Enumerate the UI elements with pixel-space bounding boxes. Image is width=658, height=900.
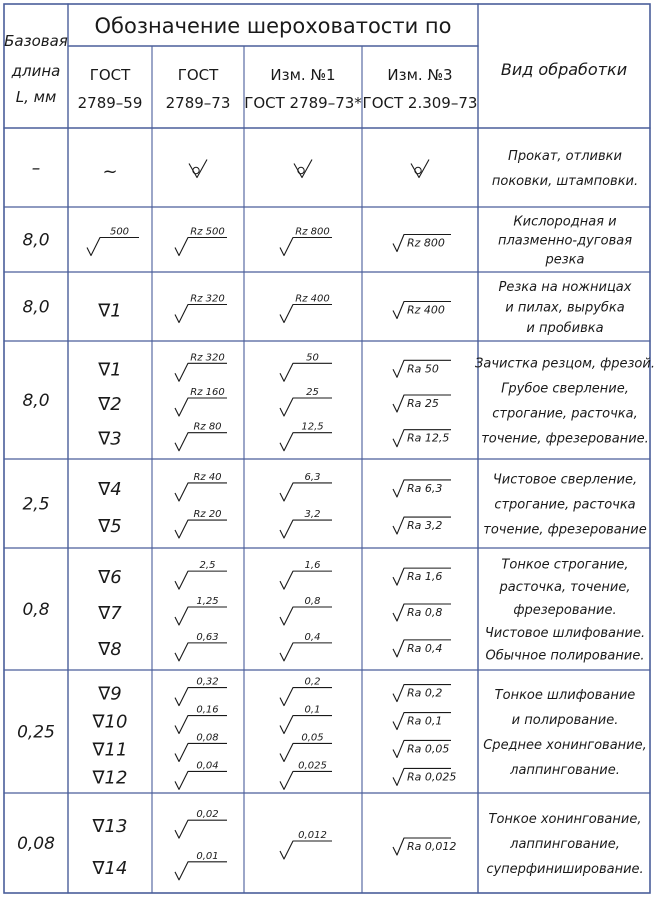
column-header: ГОСТ 2789–73* [244, 94, 362, 112]
roughness-value: 1,6 [304, 560, 321, 572]
processing-type: и полирование. [511, 713, 619, 728]
roughness-value: 0,8 [304, 596, 321, 607]
base-length-value: 8,0 [22, 230, 50, 251]
column-header: Изм. №1 [270, 66, 336, 84]
processing-type: плазменно-дуговая [497, 233, 633, 249]
roughness-value: Ra 25 [407, 397, 439, 410]
roughness-class: ~ [102, 161, 118, 183]
roughness-sign [175, 363, 227, 381]
roughness-value: 0,1 [304, 704, 321, 716]
roughness-sign [175, 483, 227, 501]
roughness-value: Rz 500 [190, 226, 225, 238]
roughness-class: ∇4 [98, 478, 122, 500]
roughness-class: ∇2 [98, 394, 122, 415]
roughness-sign [175, 305, 227, 323]
roughness-sign [175, 716, 227, 734]
roughness-class: ∇8 [98, 638, 122, 660]
processing-type: лаппингование, [510, 837, 620, 852]
roughness-class: ∇9 [98, 683, 122, 705]
processing-type: Резка на ножницах [498, 280, 632, 296]
roughness-value: Ra 6,3 [407, 481, 443, 495]
roughness-value: 0,04 [196, 760, 219, 772]
roughness-value: Ra 50 [407, 362, 439, 376]
roughness-value: Ra 0,2 [407, 686, 443, 700]
roughness-sign [280, 483, 332, 501]
roughness-sign [175, 771, 227, 789]
roughness-value: Rz 40 [193, 471, 222, 483]
processing-type: и пилах, вырубка [505, 300, 625, 316]
roughness-value: Ra 0,025 [407, 770, 457, 784]
roughness-value: Ra 0,4 [407, 641, 443, 655]
processing-type-label: Вид обработки [500, 60, 628, 79]
roughness-value: 0,16 [196, 704, 219, 716]
roughness-value: Ra 0,1 [407, 714, 443, 728]
roughness-sign [175, 398, 227, 416]
processing-type: Обычное полирование. [485, 648, 645, 664]
roughness-value: 0,4 [304, 631, 321, 643]
roughness-value: 0,32 [196, 676, 219, 688]
roughness-sign [175, 643, 227, 661]
roughness-value: 12,5 [301, 421, 324, 433]
roughness-sign [175, 862, 227, 880]
processing-type: Кислородная и [513, 214, 617, 230]
roughness-sign [175, 433, 227, 451]
base-length-label: L, мм [15, 88, 57, 106]
roughness-sign [280, 571, 332, 589]
processing-type: Чистовое сверление, [492, 472, 638, 488]
processing-type: фрезерование. [513, 603, 617, 618]
processing-type: точение, фрезерование. [481, 431, 649, 447]
roughness-sign [280, 607, 332, 625]
roughness-value: 0,05 [301, 732, 324, 744]
roughness-sign [280, 688, 332, 706]
roughness-value: 3,2 [304, 509, 321, 521]
column-header: ГОСТ [177, 66, 219, 84]
roughness-value: 25 [306, 387, 319, 398]
roughness-value: 0,2 [304, 676, 321, 688]
roughness-sign [280, 238, 332, 256]
processing-type: Тонкое хонингование, [488, 812, 642, 827]
roughness-class: ∇1 [98, 359, 122, 381]
roughness-value: Ra 0,8 [407, 606, 443, 619]
roughness-class: ∇12 [92, 767, 128, 789]
roughness-sign [280, 841, 332, 859]
roughness-value: 0,63 [196, 631, 219, 643]
column-header: Изм. №3 [387, 66, 453, 84]
roughness-value: 0,012 [298, 830, 327, 841]
roughness-sign [280, 643, 332, 661]
processing-type: Грубое сверление, [501, 381, 629, 397]
designation-title: Обозначение шероховатости по [94, 14, 452, 38]
roughness-sign [175, 607, 227, 625]
roughness-value: Ra 1,6 [407, 570, 443, 584]
base-length-value: 8,0 [22, 297, 50, 318]
roughness-value: 0,02 [196, 809, 219, 821]
roughness-sign [280, 771, 332, 789]
roughness-sign [175, 571, 227, 589]
processing-type: расточка, точение, [499, 580, 631, 596]
roughness-value: Rz 320 [190, 293, 225, 305]
roughness-value: Rz 800 [407, 236, 445, 250]
base-length-value: – [31, 158, 41, 179]
column-header: ГОСТ 2.309–73 [362, 94, 478, 112]
roughness-sign [280, 520, 332, 538]
roughness-class: ∇1 [98, 300, 122, 322]
roughness-circle [193, 167, 199, 173]
base-length-value: 0,8 [22, 600, 50, 620]
roughness-sign [280, 363, 332, 381]
roughness-class: ∇11 [92, 739, 128, 761]
roughness-value: 0,025 [298, 760, 327, 772]
roughness-class: ∇5 [98, 516, 122, 538]
roughness-value: 6,3 [304, 471, 321, 483]
processing-type: лаппингование. [510, 763, 620, 778]
processing-type: резка [545, 252, 585, 268]
processing-type: Чистовое шлифование. [484, 625, 646, 641]
roughness-class: ∇7 [98, 603, 122, 624]
base-length-value: 0,25 [17, 722, 55, 743]
processing-type: Прокат, отливки [508, 149, 622, 164]
roughness-sign [280, 398, 332, 416]
roughness-circle [415, 167, 421, 173]
roughness-value: Ra 3,2 [407, 519, 443, 533]
roughness-value: 500 [109, 226, 130, 238]
roughness-value: Ra 0,012 [407, 840, 457, 853]
roughness-sign [175, 743, 227, 761]
roughness-class: ∇14 [92, 857, 128, 879]
processing-type: строгание, расточка [494, 497, 636, 513]
roughness-value: Ra 0,05 [407, 742, 450, 756]
roughness-sign [280, 716, 332, 734]
roughness-sign [175, 238, 227, 256]
roughness-value: Rz 400 [295, 293, 330, 305]
column-header: 2789–73 [165, 94, 231, 112]
roughness-value: Rz 20 [193, 509, 222, 521]
roughness-sign [175, 820, 227, 838]
roughness-sign [175, 688, 227, 706]
roughness-value: 0,01 [196, 850, 219, 862]
processing-type: суперфиниширование. [486, 862, 644, 877]
roughness-value: Rz 80 [193, 421, 222, 433]
roughness-value: 0,08 [196, 732, 219, 744]
roughness-value: Rz 160 [190, 387, 225, 398]
roughness-sign [87, 238, 139, 256]
processing-type: точение, фрезерование [483, 522, 647, 538]
base-length-label: Базовая [4, 32, 68, 50]
base-length-value: 8,0 [22, 391, 50, 411]
roughness-value: Rz 800 [295, 226, 330, 238]
roughness-sign [280, 305, 332, 323]
roughness-class: ∇13 [92, 816, 128, 838]
roughness-value: Ra 12,5 [407, 431, 450, 445]
base-length-value: 0,08 [17, 834, 55, 854]
roughness-circle [298, 167, 304, 173]
processing-type: Тонкое шлифование [494, 688, 636, 703]
roughness-sign [175, 520, 227, 538]
roughness-value: 1,25 [196, 596, 219, 607]
roughness-sign [280, 433, 332, 451]
processing-type: Тонкое строгание, [501, 557, 629, 573]
roughness-value: Rz 320 [190, 352, 225, 364]
processing-type: строгание, расточка, [492, 406, 638, 422]
roughness-value: Rz 400 [407, 303, 445, 317]
column-header: 2789–59 [77, 94, 143, 112]
roughness-class: ∇6 [98, 567, 122, 589]
roughness-value: 50 [306, 352, 319, 364]
base-length-value: 2,5 [22, 494, 50, 515]
base-length-label: длина [11, 62, 61, 80]
roughness-class: ∇3 [98, 428, 122, 450]
roughness-value: 2,5 [199, 560, 216, 572]
processing-type: и пробивка [526, 320, 604, 336]
roughness-sign [280, 743, 332, 761]
roughness-class: ∇10 [92, 711, 128, 733]
processing-type: Зачистка резцом, фрезой. [475, 356, 655, 372]
column-header: ГОСТ [89, 66, 131, 84]
processing-type: Среднее хонингование, [483, 738, 647, 753]
processing-type: поковки, штамповки. [491, 174, 639, 189]
